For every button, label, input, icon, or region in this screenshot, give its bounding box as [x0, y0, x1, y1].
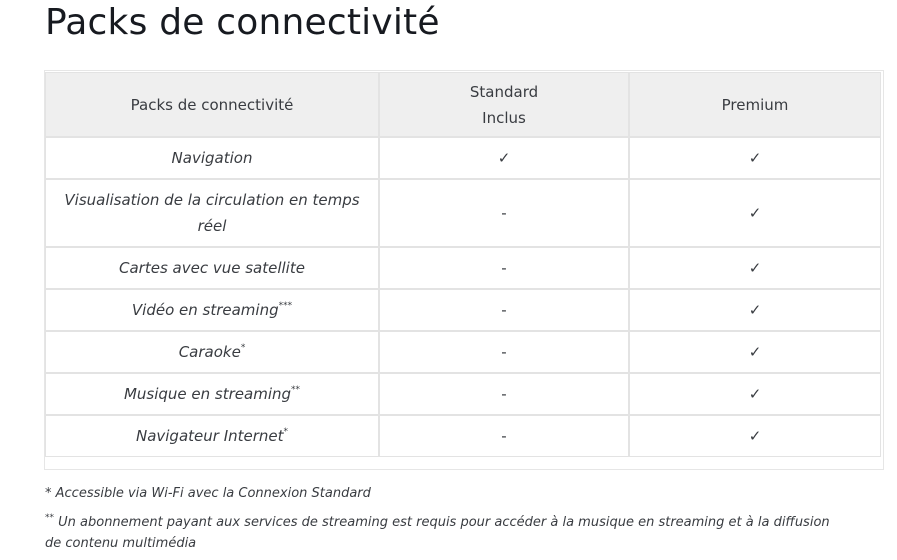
footnote-wifi: * Accessible via Wi-Fi avec la Connexion Standard	[45, 486, 371, 501]
header-standard	[380, 73, 628, 136]
feature-label: Musique en streaming	[123, 385, 292, 403]
row-feature	[46, 416, 378, 456]
footnote-marker: *	[240, 343, 246, 353]
row-feature	[46, 290, 378, 330]
page-title: Packs de connectivité	[45, 2, 440, 43]
feature-label: Navigation	[171, 149, 253, 167]
table-row	[46, 290, 880, 330]
row-feature	[46, 138, 378, 178]
table-row	[46, 374, 880, 414]
footnote-marker: *	[283, 427, 289, 437]
row-premium-value: ✓	[630, 180, 880, 246]
row-standard-value: -	[380, 374, 628, 414]
table-row	[46, 332, 880, 372]
footnote-streaming	[45, 512, 835, 554]
row-premium-value: ✓	[630, 332, 880, 372]
row-feature	[46, 248, 378, 288]
row-standard-value: -	[380, 332, 628, 372]
table-row	[46, 138, 880, 178]
footnote-streaming-text: Un abonnement payant aux services de streaming est requis pour accéder à la musique en streaming et à la diffusion de contenu multimédia	[45, 515, 830, 551]
row-feature	[46, 374, 378, 414]
table-row	[46, 180, 880, 246]
row-premium-value: ✓	[630, 248, 880, 288]
table-row	[46, 416, 880, 456]
connectivity-comparison-table	[44, 71, 882, 458]
row-standard-value: ✓	[380, 138, 628, 178]
row-premium-value: ✓	[630, 138, 880, 178]
feature-label: Cartes avec vue satellite	[119, 259, 305, 277]
row-standard-value: -	[380, 290, 628, 330]
feature-label: Vidéo en streaming	[131, 301, 279, 319]
table-row	[46, 248, 880, 288]
row-feature	[46, 180, 378, 246]
footnote-marker: **	[291, 385, 301, 395]
table-header-row	[46, 73, 880, 136]
row-feature	[46, 332, 378, 372]
header-standard-subtitle: Inclus	[482, 108, 526, 127]
header-feature: Packs de connectivité	[46, 73, 378, 136]
row-premium-value: ✓	[630, 416, 880, 456]
row-premium-value: ✓	[630, 290, 880, 330]
footnote-marker: **	[45, 512, 54, 523]
header-premium: Premium	[630, 73, 880, 136]
row-standard-value: -	[380, 180, 628, 246]
row-standard-value: -	[380, 416, 628, 456]
feature-label: Caraoke	[178, 343, 241, 361]
feature-label: Visualisation de la circulation en temps réel	[64, 191, 360, 235]
feature-label: Navigateur Internet	[135, 427, 284, 445]
row-premium-value: ✓	[630, 374, 880, 414]
row-standard-value: -	[380, 248, 628, 288]
footnote-marker: ***	[278, 301, 293, 311]
header-standard-title: Standard	[469, 82, 539, 101]
